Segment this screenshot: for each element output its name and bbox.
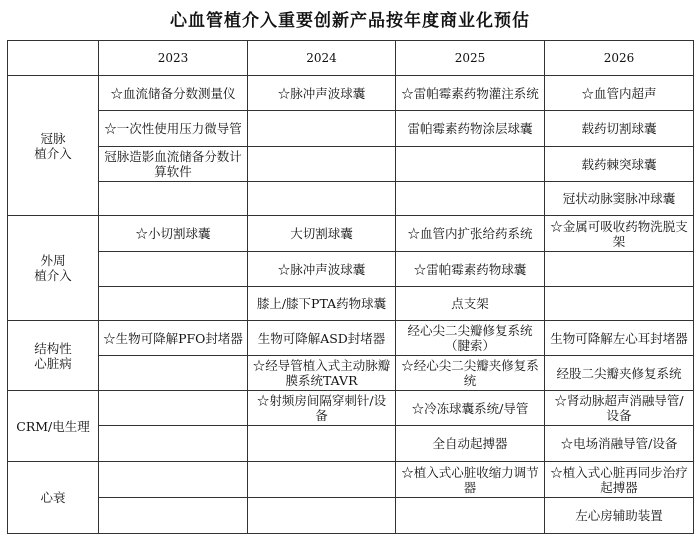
table-cell [248, 426, 396, 462]
table-cell: 全自动起搏器 [396, 426, 545, 462]
table-cell [396, 498, 545, 534]
table-cell: 冠状动脉窦脉冲球囊 [545, 182, 694, 216]
table-row [8, 462, 694, 498]
table-cell [99, 391, 248, 426]
table-cell [99, 426, 248, 462]
table-cell: ☆生物可降解PFO封堵器 [99, 321, 248, 356]
page-title: 心血管植介入重要创新产品按年度商业化预估 [170, 11, 530, 31]
table-cell [248, 462, 396, 498]
table-cell: ☆小切割球囊 [99, 216, 248, 252]
table-cell: ☆射频房间隔穿刺针/设备 [248, 391, 396, 426]
table-cell: ☆雷帕霉素药物球囊 [396, 252, 545, 287]
table-row [8, 182, 694, 216]
forecast-table [7, 40, 694, 534]
table-cell: ☆脉冲声波球囊 [248, 252, 396, 287]
header-row [8, 41, 694, 76]
table-cell: 雷帕霉素药物涂层球囊 [396, 111, 545, 147]
category-cell: 结构性 心脏病 [8, 321, 99, 391]
table-cell [396, 182, 545, 216]
table-cell: 点支架 [396, 287, 545, 321]
table-cell: 冠脉造影血流储备分数计算软件 [99, 147, 248, 182]
table-cell: 经股二尖瓣夹修复系统 [545, 356, 694, 391]
table-cell [545, 287, 694, 321]
table-cell [248, 498, 396, 534]
category-cell: 冠脉 植介入 [8, 76, 99, 216]
table-row [8, 498, 694, 534]
table-cell: ☆经心尖二尖瓣夹修复系统 [396, 356, 545, 391]
table-cell: ☆一次性使用压力微导管 [99, 111, 248, 147]
table-row [8, 76, 694, 111]
table-cell: ☆植入式心脏收缩力调节器 [396, 462, 545, 498]
table-row [8, 356, 694, 391]
table-cell: ☆经导管植入式主动脉瓣膜系统TAVR [248, 356, 396, 391]
table-cell [248, 182, 396, 216]
table-cell: 左心房辅助装置 [545, 498, 694, 534]
table-cell: ☆金属可吸收药物洗脱支架 [545, 216, 694, 252]
table-cell [248, 111, 396, 147]
table-row [8, 216, 694, 252]
table-cell: ☆血管内扩张给药系统 [396, 216, 545, 252]
table-cell [396, 147, 545, 182]
table-cell: ☆血流储备分数测量仪 [99, 76, 248, 111]
table-cell [248, 147, 396, 182]
table-cell: 载药棘突球囊 [545, 147, 694, 182]
table-cell: 载药切割球囊 [545, 111, 694, 147]
table-cell [99, 356, 248, 391]
table-row [8, 147, 694, 182]
table-cell: ☆植入式心脏再同步治疗起搏器 [545, 462, 694, 498]
table-row [8, 321, 694, 356]
category-cell: 外周 植介入 [8, 216, 99, 321]
table-row [8, 391, 694, 426]
table-cell: ☆电场消融导管/设备 [545, 426, 694, 462]
year-header-2026: 2026 [545, 41, 694, 76]
category-cell: CRM/电生理 [8, 391, 99, 462]
table-cell: ☆血管内超声 [545, 76, 694, 111]
table-cell: 生物可降解ASD封堵器 [248, 321, 396, 356]
table-cell: ☆雷帕霉素药物灌注系统 [396, 76, 545, 111]
table-cell: ☆脉冲声波球囊 [248, 76, 396, 111]
table-cell [99, 252, 248, 287]
year-header-2024: 2024 [248, 41, 396, 76]
table-cell [99, 462, 248, 498]
year-header-2025: 2025 [396, 41, 545, 76]
table-cell [99, 287, 248, 321]
table-cell: ☆冷冻球囊系统/导管 [396, 391, 545, 426]
year-header-2023: 2023 [99, 41, 248, 76]
table-row [8, 111, 694, 147]
table-cell: 经心尖二尖瓣修复系统（腱索） [396, 321, 545, 356]
table-cell: 膝上/膝下PTA药物球囊 [248, 287, 396, 321]
category-cell: 心衰 [8, 462, 99, 534]
table-row [8, 426, 694, 462]
table-row [8, 287, 694, 321]
table-cell [99, 498, 248, 534]
table-row [8, 252, 694, 287]
table-cell: 生物可降解左心耳封堵器 [545, 321, 694, 356]
table-cell [545, 252, 694, 287]
table-cell: 大切割球囊 [248, 216, 396, 252]
table-cell [99, 182, 248, 216]
table-cell: ☆肾动脉超声消融导管/设备 [545, 391, 694, 426]
header-corner [8, 41, 99, 76]
